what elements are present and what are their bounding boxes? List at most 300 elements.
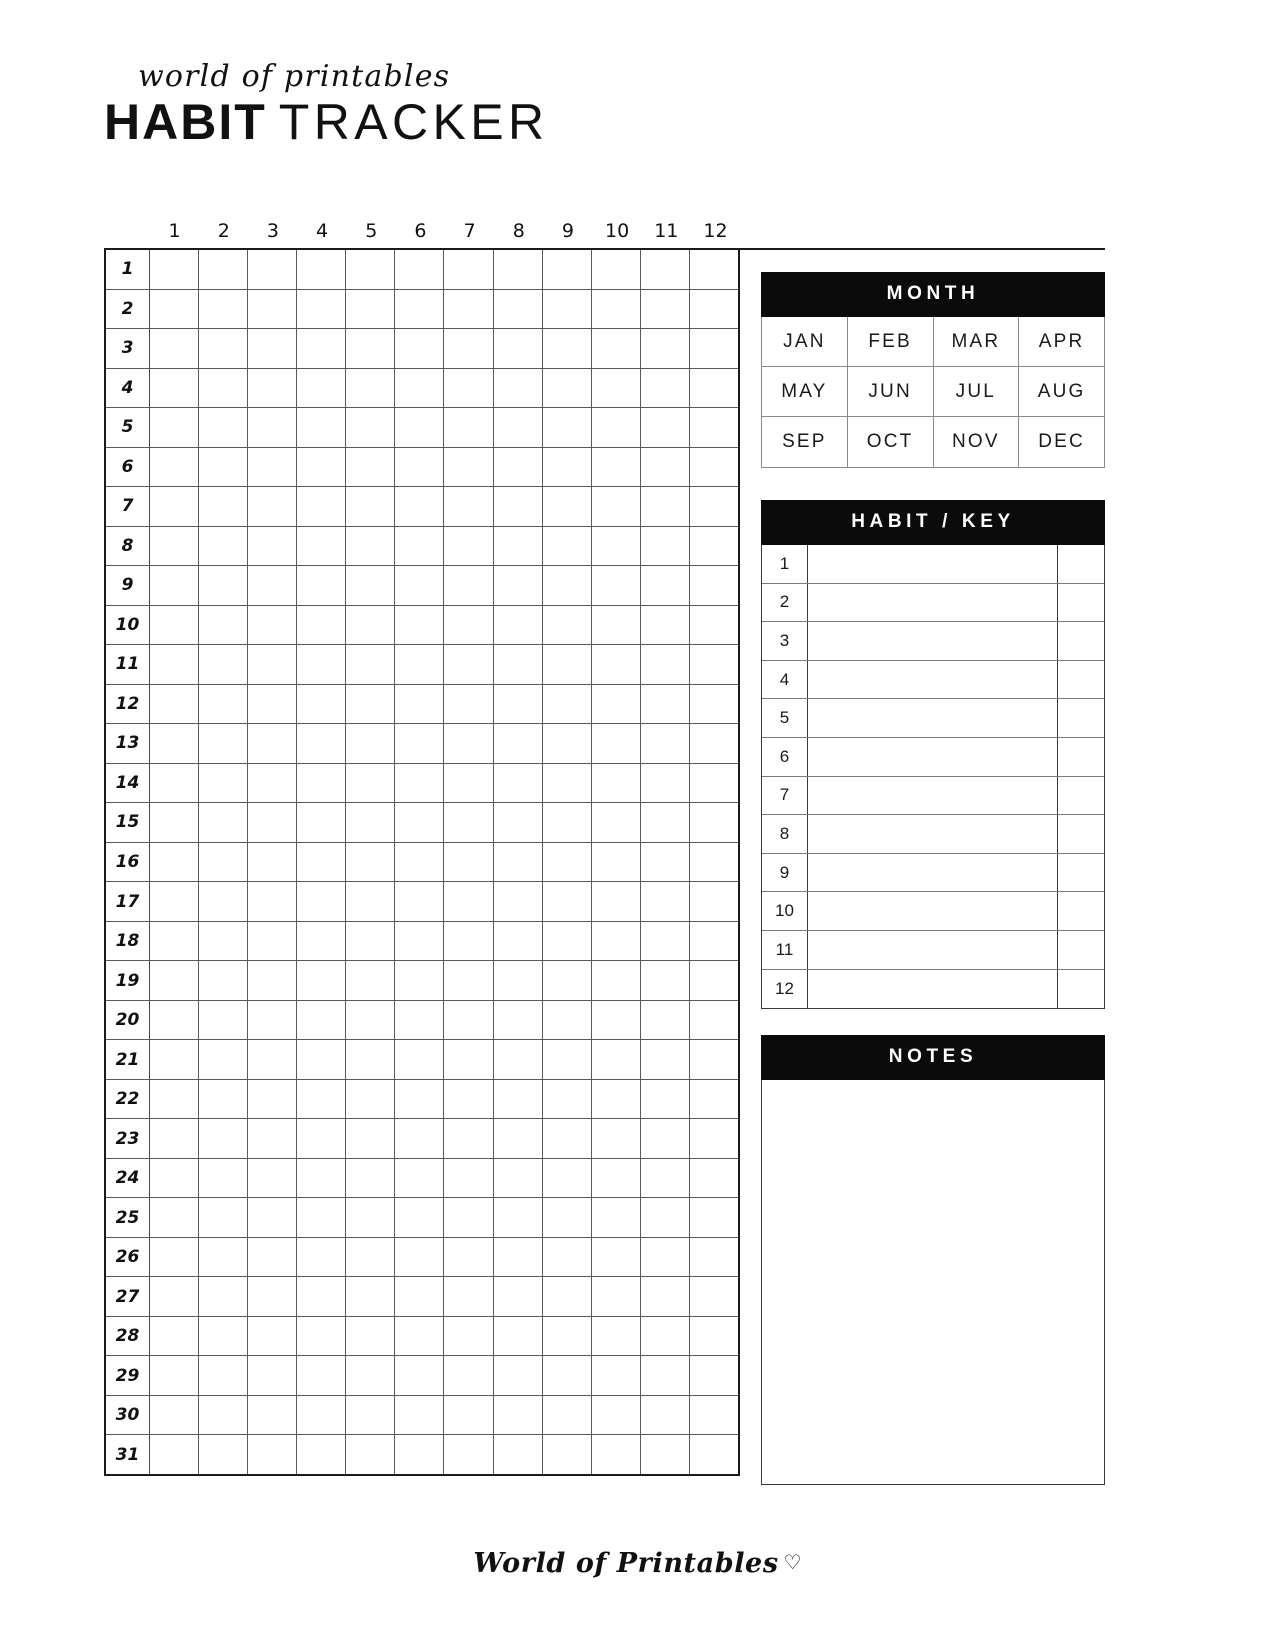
tracker-cell[interactable] [395,922,444,961]
tracker-cell[interactable] [592,566,641,605]
tracker-cell[interactable] [543,1435,592,1474]
tracker-cell[interactable] [248,724,297,763]
tracker-cell[interactable] [494,487,543,526]
tracker-cell[interactable] [641,527,690,566]
habit-key-grid[interactable] [761,545,1105,1009]
tracker-cell[interactable] [199,1159,248,1198]
tracker-cell[interactable] [395,803,444,842]
tracker-cell[interactable] [395,606,444,645]
tracker-cell[interactable] [297,408,346,447]
tracker-cell[interactable] [690,1435,738,1474]
tracker-cell[interactable] [297,1080,346,1119]
tracker-cell[interactable] [690,448,738,487]
habit-name-field[interactable] [808,584,1058,622]
tracker-cell[interactable] [444,724,493,763]
habit-name-field[interactable] [808,815,1058,853]
tracker-cell[interactable] [592,606,641,645]
tracker-cell[interactable] [297,369,346,408]
tracker-cell[interactable] [199,1277,248,1316]
tracker-cell[interactable] [494,1119,543,1158]
tracker-cell[interactable] [543,566,592,605]
tracker-cell[interactable] [641,882,690,921]
tracker-cell[interactable] [346,961,395,1000]
tracker-cell[interactable] [690,685,738,724]
month-cell-aug[interactable]: AUG [1037,380,1086,402]
tracker-cell[interactable] [248,1356,297,1395]
tracker-cell[interactable] [199,1040,248,1079]
tracker-cell[interactable] [543,408,592,447]
tracker-cell[interactable] [395,448,444,487]
tracker-cell[interactable] [444,290,493,329]
tracker-cell[interactable] [297,685,346,724]
tracker-cell[interactable] [395,1435,444,1474]
habit-key-field[interactable] [1058,931,1104,969]
tracker-cell[interactable] [199,290,248,329]
tracker-cell[interactable] [199,1238,248,1277]
tracker-cell[interactable] [444,645,493,684]
tracker-cell[interactable] [494,606,543,645]
tracker-cell[interactable] [543,250,592,289]
notes-writing-area[interactable] [761,1080,1105,1485]
tracker-cell[interactable] [297,527,346,566]
tracker-cell[interactable] [150,1238,199,1277]
tracker-cell[interactable] [395,1317,444,1356]
tracker-cell[interactable] [641,803,690,842]
tracker-cell[interactable] [346,1080,395,1119]
tracker-cell[interactable] [150,369,199,408]
habit-name-field[interactable] [808,661,1058,699]
tracker-cell[interactable] [346,1356,395,1395]
tracker-cell[interactable] [346,369,395,408]
habit-name-field[interactable] [808,892,1058,930]
tracker-cell[interactable] [494,882,543,921]
tracker-cell[interactable] [248,408,297,447]
tracker-cell[interactable] [543,1396,592,1435]
tracker-cell[interactable] [199,408,248,447]
tracker-cell[interactable] [690,1277,738,1316]
tracker-cell[interactable] [543,645,592,684]
tracker-cell[interactable] [444,1277,493,1316]
tracker-cell[interactable] [248,1198,297,1237]
habit-key-field[interactable] [1058,699,1104,737]
tracker-cell[interactable] [494,1317,543,1356]
month-cell-mar[interactable]: MAR [934,317,1020,366]
tracker-cell[interactable] [297,961,346,1000]
tracker-cell[interactable] [690,369,738,408]
tracker-cell[interactable] [543,448,592,487]
month-cell-oct[interactable]: OCT [848,417,934,467]
tracker-cell[interactable] [395,685,444,724]
tracker-cell[interactable] [199,1119,248,1158]
tracker-cell[interactable] [690,606,738,645]
tracker-cell[interactable] [395,1356,444,1395]
tracker-cell[interactable] [248,1040,297,1079]
tracker-cell[interactable] [199,1001,248,1040]
tracker-cell[interactable] [150,1001,199,1040]
tracker-cell[interactable] [690,843,738,882]
tracker-cell[interactable] [346,1238,395,1277]
tracker-cell[interactable] [641,1277,690,1316]
tracker-cell[interactable] [297,1317,346,1356]
tracker-cell[interactable] [248,606,297,645]
tracker-cell[interactable] [543,764,592,803]
tracker-cell[interactable] [297,290,346,329]
tracker-cell[interactable] [199,922,248,961]
habit-name-field[interactable] [808,931,1058,969]
tracker-cell[interactable] [297,1356,346,1395]
tracker-cell[interactable] [543,329,592,368]
tracker-cell[interactable] [199,369,248,408]
tracker-cell[interactable] [690,961,738,1000]
tracker-cell[interactable] [641,1001,690,1040]
tracker-cell[interactable] [494,1040,543,1079]
tracker-cell[interactable] [444,1356,493,1395]
tracker-cell[interactable] [592,329,641,368]
tracker-cell[interactable] [494,290,543,329]
tracker-cell[interactable] [592,1080,641,1119]
tracker-cell[interactable] [641,1356,690,1395]
tracker-cell[interactable] [444,1238,493,1277]
tracker-cell[interactable] [395,329,444,368]
tracker-cell[interactable] [150,1317,199,1356]
tracker-cell[interactable] [150,448,199,487]
tracker-cell[interactable] [248,1396,297,1435]
tracker-cell[interactable] [690,1198,738,1237]
tracker-cell[interactable] [199,1198,248,1237]
tracker-cell[interactable] [444,1317,493,1356]
tracker-cell[interactable] [444,803,493,842]
tracker-cell[interactable] [494,961,543,1000]
tracker-cell[interactable] [395,645,444,684]
habit-key-field[interactable] [1058,892,1104,930]
tracker-cell[interactable] [297,1040,346,1079]
tracker-cell[interactable] [641,369,690,408]
month-cell-jun[interactable]: JUN [848,367,934,416]
tracker-cell[interactable] [641,1159,690,1198]
tracker-cell[interactable] [199,961,248,1000]
tracker-cell[interactable] [346,527,395,566]
habit-key-field[interactable] [1058,584,1104,622]
tracker-cell[interactable] [444,527,493,566]
tracker-cell[interactable] [346,1198,395,1237]
tracker-cell[interactable] [690,803,738,842]
tracker-cell[interactable] [592,685,641,724]
tracker-cell[interactable] [592,843,641,882]
tracker-cell[interactable] [494,685,543,724]
tracker-cell[interactable] [346,764,395,803]
habit-name-field[interactable] [808,699,1058,737]
tracker-cell[interactable] [592,1356,641,1395]
tracker-cell[interactable] [690,1080,738,1119]
tracker-cell[interactable] [641,1317,690,1356]
tracker-cell[interactable] [395,566,444,605]
tracker-cell[interactable] [248,487,297,526]
tracker-cell[interactable] [494,724,543,763]
tracker-cell[interactable] [641,1040,690,1079]
tracker-cell[interactable] [641,1238,690,1277]
tracker-cell[interactable] [690,329,738,368]
tracker-cell[interactable] [543,487,592,526]
tracker-cell[interactable] [248,1119,297,1158]
tracker-cell[interactable] [297,566,346,605]
tracker-cell[interactable] [592,1396,641,1435]
tracker-cell[interactable] [248,764,297,803]
tracker-cell[interactable] [592,527,641,566]
tracker-cell[interactable] [248,566,297,605]
tracker-cell[interactable] [444,1159,493,1198]
tracker-cell[interactable] [690,1159,738,1198]
tracker-cell[interactable] [248,1001,297,1040]
tracker-cell[interactable] [543,1356,592,1395]
tracker-cell[interactable] [592,408,641,447]
tracker-cell[interactable] [494,250,543,289]
tracker-cell[interactable] [150,803,199,842]
tracker-cell[interactable] [150,1435,199,1474]
tracker-cell[interactable] [150,1396,199,1435]
tracker-cell[interactable] [199,250,248,289]
habit-name-field[interactable] [808,622,1058,660]
tracker-cell[interactable] [641,922,690,961]
tracker-cell[interactable] [592,961,641,1000]
habit-key-field[interactable] [1058,661,1104,699]
month-cell-dec[interactable]: DEC [1038,431,1085,452]
tracker-cell[interactable] [543,843,592,882]
tracker-cell[interactable] [150,685,199,724]
tracker-cell[interactable] [248,1159,297,1198]
tracker-cell[interactable] [444,882,493,921]
tracker-cell[interactable] [346,882,395,921]
habit-key-field[interactable] [1058,622,1104,660]
tracker-cell[interactable] [297,1238,346,1277]
tracker-cell[interactable] [150,645,199,684]
tracker-cell[interactable] [494,1238,543,1277]
tracker-cell[interactable] [346,843,395,882]
tracker-cell[interactable] [395,882,444,921]
tracker-cell[interactable] [494,1198,543,1237]
tracker-cell[interactable] [444,1001,493,1040]
tracker-cell[interactable] [346,724,395,763]
tracker-cell[interactable] [199,1356,248,1395]
tracker-cell[interactable] [543,1238,592,1277]
tracker-cell[interactable] [543,1119,592,1158]
tracker-cell[interactable] [690,250,738,289]
tracker-cell[interactable] [592,1435,641,1474]
tracker-cell[interactable] [641,487,690,526]
tracker-cell[interactable] [543,1198,592,1237]
tracker-cell[interactable] [444,1435,493,1474]
tracker-cell[interactable] [494,803,543,842]
tracker-cell[interactable] [395,1001,444,1040]
tracker-cell[interactable] [494,408,543,447]
tracker-cell[interactable] [199,1396,248,1435]
tracker-cell[interactable] [395,369,444,408]
tracker-cell[interactable] [444,1396,493,1435]
tracker-cell[interactable] [592,922,641,961]
tracker-cell[interactable] [641,1080,690,1119]
tracker-cell[interactable] [395,1080,444,1119]
tracker-cell[interactable] [150,1119,199,1158]
tracker-cell[interactable] [444,369,493,408]
tracker-cell[interactable] [297,724,346,763]
tracker-cell[interactable] [346,1159,395,1198]
tracker-cell[interactable] [641,408,690,447]
tracker-cell[interactable] [543,882,592,921]
tracker-cell[interactable] [690,645,738,684]
tracker-cell[interactable] [543,527,592,566]
tracker-cell[interactable] [543,369,592,408]
tracker-cell[interactable] [199,803,248,842]
tracker-cell[interactable] [248,290,297,329]
habit-name-field[interactable] [808,545,1058,583]
tracker-cell[interactable] [641,764,690,803]
tracker-cell[interactable] [494,1277,543,1316]
tracker-cell[interactable] [444,922,493,961]
tracker-cell[interactable] [543,803,592,842]
tracker-cell[interactable] [150,1159,199,1198]
tracker-cell[interactable] [592,1238,641,1277]
tracker-cell[interactable] [199,448,248,487]
tracker-cell[interactable] [592,448,641,487]
tracker-cell[interactable] [395,1159,444,1198]
tracker-cell[interactable] [494,1396,543,1435]
tracker-cell[interactable] [297,606,346,645]
tracker-cell[interactable] [248,448,297,487]
tracker-cell[interactable] [690,1001,738,1040]
habit-key-field[interactable] [1058,738,1104,776]
habit-key-field[interactable] [1058,545,1104,583]
habit-name-field[interactable] [808,854,1058,892]
tracker-cell[interactable] [297,448,346,487]
tracker-cell[interactable] [395,961,444,1000]
habit-key-field[interactable] [1058,815,1104,853]
tracker-cell[interactable] [248,1317,297,1356]
tracker-cell[interactable] [592,1198,641,1237]
tracker-cell[interactable] [690,566,738,605]
tracker-cell[interactable] [543,606,592,645]
tracker-cell[interactable] [543,1001,592,1040]
tracker-cell[interactable] [150,1198,199,1237]
tracker-cell[interactable] [592,1277,641,1316]
tracker-cell[interactable] [297,329,346,368]
tracker-cell[interactable] [150,882,199,921]
tracker-cell[interactable] [150,329,199,368]
tracker-cell[interactable] [641,1396,690,1435]
tracker-cell[interactable] [543,961,592,1000]
tracker-cell[interactable] [444,487,493,526]
tracker-cell[interactable] [346,1119,395,1158]
tracker-cell[interactable] [543,685,592,724]
tracker-cell[interactable] [297,1277,346,1316]
tracker-cell[interactable] [150,961,199,1000]
tracker-cell[interactable] [690,1396,738,1435]
tracker-cell[interactable] [690,1238,738,1277]
tracker-cell[interactable] [297,250,346,289]
month-cell-sep[interactable]: SEP [762,417,848,467]
tracker-grid[interactable] [104,248,740,1476]
month-cell-feb[interactable]: FEB [848,317,934,366]
tracker-cell[interactable] [346,329,395,368]
month-cell-nov[interactable]: NOV [934,417,1020,467]
tracker-cell[interactable] [444,1198,493,1237]
tracker-cell[interactable] [150,724,199,763]
tracker-cell[interactable] [444,961,493,1000]
tracker-cell[interactable] [444,250,493,289]
tracker-cell[interactable] [199,882,248,921]
tracker-cell[interactable] [248,1277,297,1316]
tracker-cell[interactable] [641,1435,690,1474]
tracker-cell[interactable] [395,724,444,763]
tracker-cell[interactable] [592,487,641,526]
tracker-cell[interactable] [444,843,493,882]
tracker-cell[interactable] [395,290,444,329]
tracker-cell[interactable] [199,566,248,605]
tracker-cell[interactable] [641,724,690,763]
tracker-cell[interactable] [494,329,543,368]
tracker-cell[interactable] [248,645,297,684]
tracker-cell[interactable] [346,645,395,684]
tracker-cell[interactable] [395,1396,444,1435]
tracker-cell[interactable] [150,527,199,566]
tracker-cell[interactable] [346,566,395,605]
tracker-cell[interactable] [248,685,297,724]
tracker-cell[interactable] [346,290,395,329]
tracker-cell[interactable] [592,369,641,408]
tracker-cell[interactable] [297,1159,346,1198]
tracker-cell[interactable] [641,1198,690,1237]
tracker-cell[interactable] [395,527,444,566]
tracker-cell[interactable] [150,1277,199,1316]
tracker-cell[interactable] [543,1277,592,1316]
tracker-cell[interactable] [297,803,346,842]
tracker-cell[interactable] [690,408,738,447]
tracker-cell[interactable] [199,764,248,803]
tracker-cell[interactable] [494,566,543,605]
tracker-cell[interactable] [592,1040,641,1079]
tracker-cell[interactable] [690,1317,738,1356]
tracker-cell[interactable] [199,1435,248,1474]
tracker-cell[interactable] [248,250,297,289]
tracker-cell[interactable] [199,724,248,763]
tracker-cell[interactable] [346,448,395,487]
habit-name-field[interactable] [808,777,1058,815]
tracker-cell[interactable] [641,250,690,289]
tracker-cell[interactable] [641,448,690,487]
tracker-cell[interactable] [248,1435,297,1474]
tracker-cell[interactable] [690,487,738,526]
tracker-cell[interactable] [641,290,690,329]
tracker-cell[interactable] [150,922,199,961]
tracker-cell[interactable] [248,527,297,566]
tracker-cell[interactable] [395,1040,444,1079]
tracker-cell[interactable] [346,1040,395,1079]
tracker-cell[interactable] [150,566,199,605]
month-cell-jan[interactable]: JAN [762,317,848,366]
tracker-cell[interactable] [150,408,199,447]
tracker-cell[interactable] [690,1119,738,1158]
tracker-cell[interactable] [150,1040,199,1079]
tracker-cell[interactable] [494,1159,543,1198]
tracker-cell[interactable] [543,724,592,763]
tracker-cell[interactable] [346,1317,395,1356]
month-grid[interactable] [761,317,1105,468]
tracker-cell[interactable] [199,685,248,724]
tracker-cell[interactable] [297,645,346,684]
tracker-cell[interactable] [395,1119,444,1158]
tracker-cell[interactable] [297,843,346,882]
tracker-cell[interactable] [543,1317,592,1356]
tracker-cell[interactable] [150,1080,199,1119]
tracker-cell[interactable] [444,448,493,487]
